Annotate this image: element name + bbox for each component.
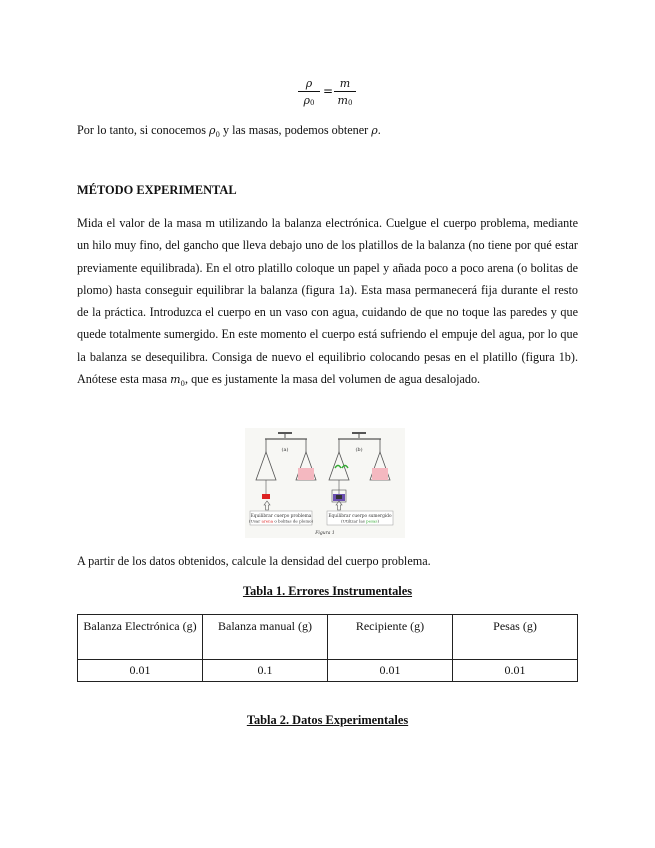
intro-sentence: Por lo tanto, si conocemos $\rho_0$ y las masas, podemos obtener ρ.: [77, 123, 381, 140]
section-heading: MÉTODO EXPERIMENTAL: [77, 183, 237, 197]
box-b-line2: (Utilizar las pesas): [340, 518, 380, 524]
table-cell: 0.01: [328, 660, 453, 682]
m0-symbol: $m_0$: [170, 373, 185, 389]
rho-symbol: ρ: [371, 124, 378, 137]
table-header-row: [78, 615, 578, 660]
table-cell: 0.1: [203, 660, 328, 682]
rho0-symbol: $\rho_0$: [209, 124, 220, 140]
density-formula: [298, 76, 358, 112]
figure-caption: Figura 1: [315, 531, 335, 536]
formula-right-numerator: m: [339, 77, 351, 90]
formula-equals: =: [323, 84, 334, 98]
box-a-line1: Equilibrar cuerpo problema: [250, 514, 312, 519]
sand-pile: [298, 468, 314, 480]
table-header-cell: Balanza Electrónica (g): [78, 615, 203, 660]
after-figure-sentence: A partir de los datos obtenidos, calcule la densidad del cuerpo problema.: [77, 554, 431, 568]
box-b-line1: Equilibrar cuerpo sumergido: [328, 514, 392, 519]
label-b: (b): [355, 447, 363, 453]
problem-body-a: [262, 494, 270, 499]
formula-left-fraction: [298, 76, 320, 108]
table1-caption: Tabla 1. Errores Instrumentales: [242, 584, 413, 598]
table-row: [78, 660, 578, 682]
label-a: (a): [281, 447, 289, 453]
table-header-cell: Balanza manual (g): [203, 615, 328, 660]
formula-right-fraction: [334, 76, 356, 108]
errors-table: [77, 614, 578, 682]
formula-right-denominator: $m_0$: [337, 94, 353, 107]
problem-body-b: [336, 495, 342, 499]
table-header-cell: Recipiente (g): [328, 615, 453, 660]
table2-caption: Tabla 2. Datos Experimentales: [246, 713, 409, 727]
formula-left-denominator: $\rho_0$: [303, 94, 315, 107]
table-header-cell: Pesas (g): [453, 615, 578, 660]
formula-left-numerator: ρ: [305, 77, 313, 90]
sand-pile-b: [372, 468, 388, 480]
table-cell: 0.01: [453, 660, 578, 682]
balance-figure: [245, 428, 405, 538]
method-paragraph: Mida el valor de la masa m utilizando la balanza electrónica. Cuelgue el cuerpo problema, mediante un hilo muy fino, del gancho que lleva debajo uno de los platillos de la balanza (no tiene por qué estar previamente equilibrada). En el otro platillo coloque un papel y añada poco a poco arena (o bolitas de plomo) hasta conseguir equilibrar la balanza (figura 1a). Esta masa permanecerá fija durante el resto de la práctica. Introduzca el cuerpo en un vaso con agua, cuidando de que no toque las paredes y que quede totalmente sumergido. En este momento el cuerpo está sufriendo el empuje del agua, por lo que la balanza se desequilibra. Consiga de nuevo el equilibrio colocando pesas en el platillo (figura 1b). Anótese esta masa $m_0$, que es justamente la masa del volumen de agua desalojado.: [77, 216, 578, 389]
table-cell: 0.01: [78, 660, 203, 682]
box-a-line2: (Usar arena o bolitas de plomo): [248, 518, 314, 524]
